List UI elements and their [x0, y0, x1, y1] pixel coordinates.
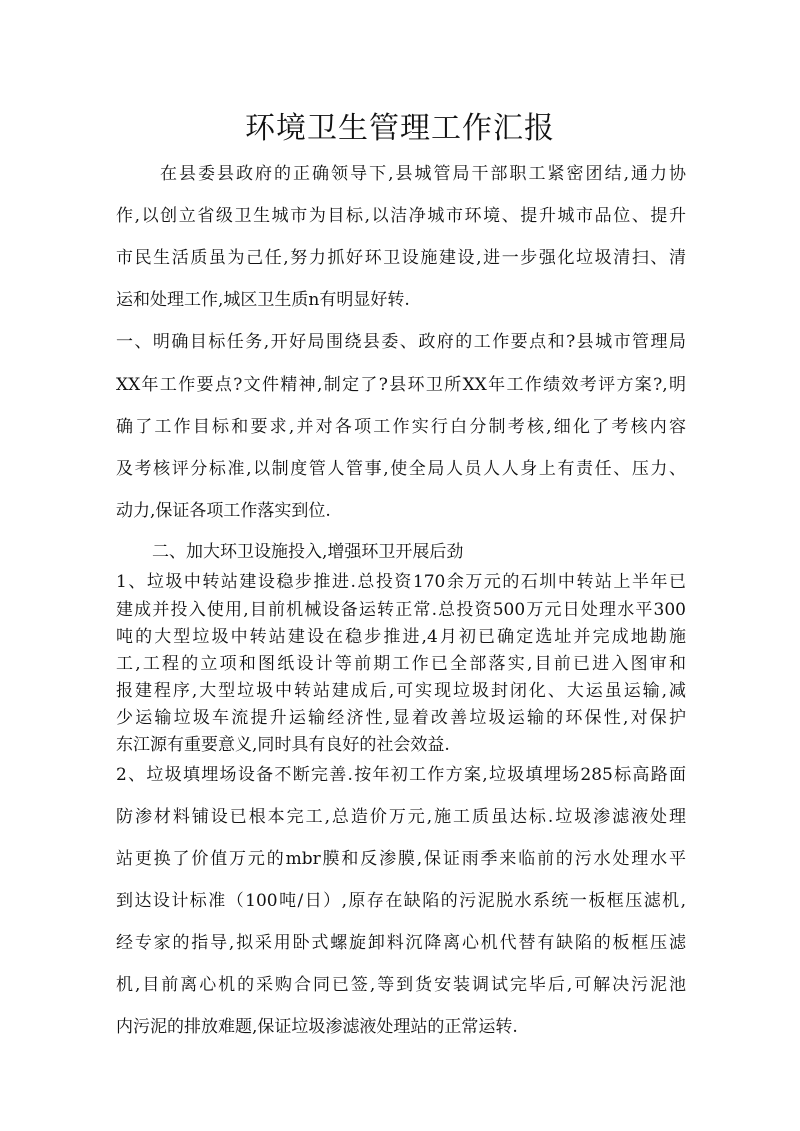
paragraph-line: 及考核评分标准,以制度管人管事,使全局人员人人身上有责任、压力、 [116, 459, 686, 479]
paragraph-line: 站更换了价值万元的mbr膜和反渗膜,保证雨季来临前的污水处理水平 [116, 849, 686, 869]
section-heading: 二、加大环卫设施投入,增强环卫开展后劲 [152, 542, 464, 562]
paragraph-line: 市民生活质虽为己任,努力抓好环卫设施建设,进一步强化垃圾清扫、清 [116, 248, 686, 268]
paragraph-line: 1、垃圾中转站建设稳步推进.总投资170余万元的石圳中转站上半年已 [116, 572, 686, 592]
paragraph-line: 在县委县政府的正确领导下,县城管局干部职工紧密团结,通力协 [160, 164, 686, 184]
paragraph-line: 吨的大型垃圾中转站建设在稳步推进,4月初已确定选址并完成地勘施 [116, 627, 686, 647]
paragraph-line: 确了工作目标和要求,并对各项工作实行白分制考核,细化了考核内容 [116, 417, 686, 437]
paragraph-line: 经专家的指导,拟采用卧式螺旋卸料沉降离心机代替有缺陷的板框压滤 [116, 933, 686, 953]
document-title: 环境卫生管理工作汇报 [245, 111, 555, 146]
paragraph-line: 运和处理工作,城区卫生质n有明显好转. [116, 290, 410, 310]
paragraph-line: 东江源有重要意义,同时具有良好的社会效益. [116, 735, 450, 755]
paragraph-line: XX年工作要点?文件精神,制定了?县环卫所XX年工作绩效考评方案?,明 [116, 375, 686, 395]
paragraph-line: 内污泥的排放难题,保证垃圾渗滤液处理站的正常运转. [116, 1017, 518, 1037]
paragraph-line: 工,工程的立项和图纸设计等前期工作已全部落实,目前已进入图审和 [116, 654, 686, 674]
paragraph-line: 少运输垃圾车流提升运输经济性,显着改善垃圾运输的环保性,对保护 [116, 708, 686, 728]
paragraph-line: 动力,保证各项工作落实到位. [116, 501, 331, 521]
paragraph-line: 报建程序,大型垃圾中转站建成后,可实现垃圾封闭化、大运虽运输,减 [116, 681, 686, 701]
paragraph-line: 到达设计标准（100吨/日）,原存在缺陷的污泥脱水系统一板框压滤机, [116, 891, 686, 911]
paragraph-line: 机,目前离心机的采购合同已签,等到货安装调试完毕后,可解决污泥池 [116, 975, 686, 995]
paragraph-line: 作,以创立省级卫生城市为目标,以洁净城市环境、提升城市品位、提升 [116, 206, 686, 226]
paragraph-line: 2、垃圾填埋场设备不断完善.按年初工作方案,垃圾填埋场285标高路面 [116, 765, 686, 785]
paragraph-line: 建成并投入使用,目前机械设备运转正常.总投资500万元日处理水平300 [116, 600, 686, 620]
section-heading-line: 一、明确目标任务,开好局围绕县委、政府的工作要点和?县城市管理局 [116, 332, 686, 352]
paragraph-line: 防渗材料铺设已根本完工,总造价万元,施工质虽达标.垃圾渗滤液处理 [116, 807, 686, 827]
